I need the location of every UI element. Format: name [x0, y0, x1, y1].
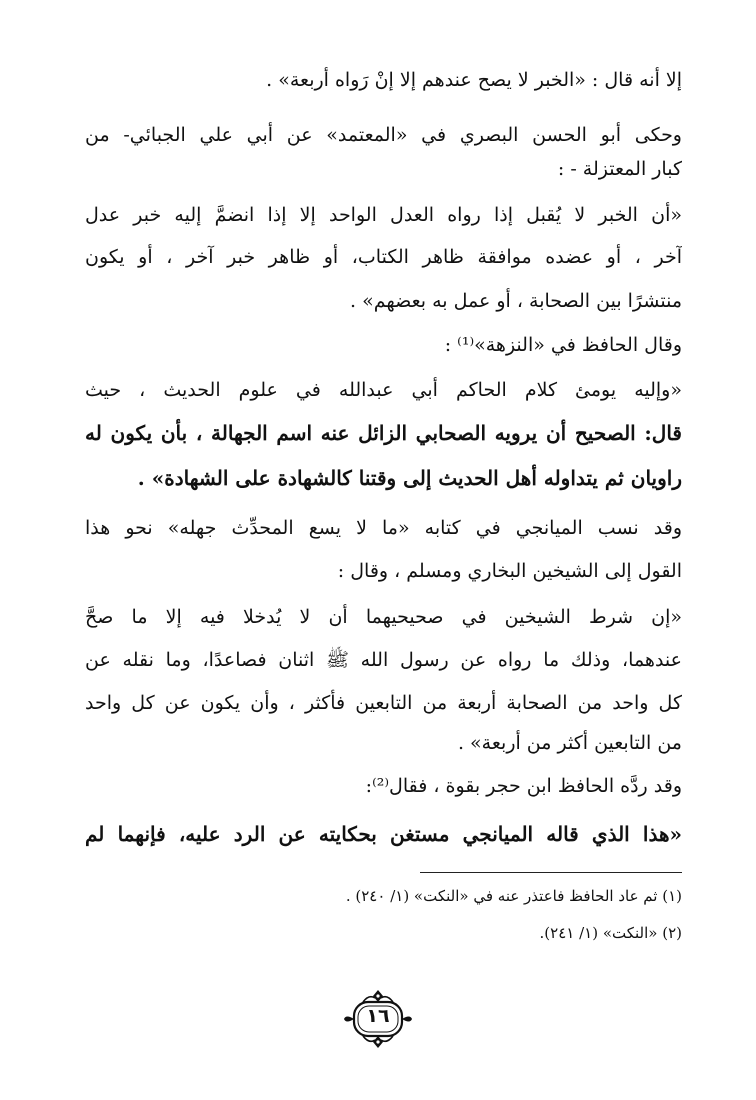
body-line-13: «إن شرط الشيخين في صحيحيهما أن لا يُدخلا فيه إلا ما صحَّ — [85, 606, 682, 628]
body-line-2: وحكى أبو الحسن البصري في «المعتمد» عن أبي علي الجبائي- من — [85, 124, 682, 146]
footnote-1: (١) ثم عاد الحافظ فاعتذر عنه في «النكت» (١/ ٢٤٠) . — [345, 887, 682, 905]
body-line-18: «هذا الذي قاله الميانجي مستغن بحكايته عن الرد عليه، فإنهما لم — [85, 822, 682, 846]
footnote-separator — [420, 872, 682, 873]
body-line-11: وقد نسب الميانجي في كتابه «ما لا يسع المحدِّث جهله» نحو هذا — [85, 517, 682, 539]
body-line-10: راويان ثم يتداوله أهل الحديث إلى وقتنا كالشهادة على الشهادة» . — [137, 466, 682, 490]
footnote-2: (٢) «النكت» (١/ ٢٤١). — [539, 924, 682, 942]
body-line-1: إلا أنه قال : «الخبر لا يصح عندهم إلا إنْ رَواه أربعة» . — [266, 69, 682, 91]
body-line-9: قال: الصحيح أن يرويه الصحابي الزائل عنه اسم الجهالة ، بأن يكون له — [85, 421, 682, 445]
body-line-7: وقال الحافظ في «النزهة»⁽¹⁾ : — [444, 334, 682, 356]
body-line-17: وقد ردَّه الحافظ ابن حجر بقوة ، فقال⁽²⁾: — [365, 775, 682, 797]
body-line-3: كبار المعتزلة - : — [557, 158, 682, 180]
body-line-4: «أن الخبر لا يُقبل إذا رواه العدل الواحد إلا إذا انضمَّ إليه خبر عدل — [85, 204, 682, 226]
body-line-8: «وإليه يومئ كلام الحاكم أبي عبدالله في علوم الحديث ، حيث — [85, 379, 682, 401]
body-line-6: منتشرًا بين الصحابة ، أو عمل به بعضهم» . — [350, 290, 682, 312]
body-line-12: القول إلى الشيخين البخاري ومسلم ، وقال : — [337, 560, 682, 582]
body-line-16: من التابعين أكثر من أربعة» . — [457, 732, 682, 754]
body-line-5: آخر ، أو عضده موافقة ظاهر الكتاب، أو ظاهر خبر آخر ، أو يكون — [85, 246, 682, 268]
page-number: ١٦ — [366, 1005, 390, 1027]
body-line-14: عندهما، وذلك ما رواه عن رسول الله ﷺ اثنان فصاعدًا، وما نقله عن — [85, 649, 682, 671]
body-line-15: كل واحد من الصحابة أربعة من التابعين فأكثر ، وأن يكون عن كل واحد — [85, 692, 682, 714]
